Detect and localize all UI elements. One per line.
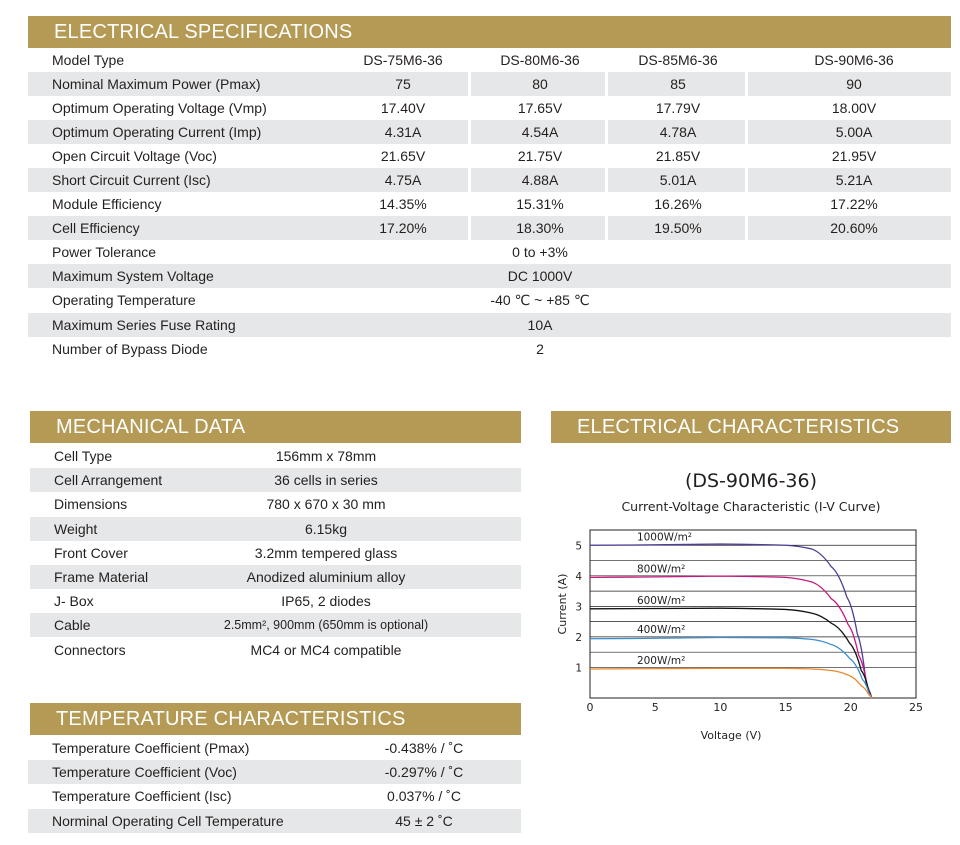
column-divider [605, 120, 608, 144]
spec-value: 20.60% [830, 220, 878, 236]
spec-value: 21.75V [517, 148, 563, 164]
spec-row-label: Maximum System Voltage [52, 268, 214, 284]
spec-common-value: 2 [536, 341, 544, 357]
spec-row-label: Nominal Maximum Power (Pmax) [52, 76, 261, 92]
spec-row [28, 168, 951, 192]
spec-value: 18.00V [831, 100, 877, 116]
spec-row-label: Maximum Series Fuse Rating [52, 317, 236, 333]
spec-row-label: Operating Temperature [52, 292, 196, 308]
temperature-value: 45 ± 2 ˚C [395, 812, 453, 829]
column-divider [468, 168, 471, 192]
temperature-value: 0.037% / ˚C [387, 788, 461, 805]
spec-row [28, 96, 951, 120]
column-divider [605, 168, 608, 192]
spec-row-label: Short Circuit Current (Isc) [52, 172, 211, 188]
spec-value: 18.30% [516, 220, 564, 236]
spec-row [28, 72, 951, 96]
spec-value: 75 [395, 76, 411, 92]
spec-value: 4.31A [384, 124, 422, 140]
spec-common-value: 10A [527, 317, 553, 333]
model-name: DS-90M6-36 [814, 52, 894, 68]
spec-value: 14.35% [379, 196, 427, 212]
spec-row [28, 337, 951, 361]
y-axis-label: Current (A) [556, 573, 569, 635]
curve-label: 400W/m² [636, 623, 686, 636]
spec-header-row [28, 48, 951, 72]
temperature-row [28, 809, 521, 833]
spec-row [28, 288, 951, 312]
mechanical-value: 780 x 670 x 30 mm [266, 496, 386, 513]
curve-label: 600W/m² [636, 594, 686, 607]
spec-value: 17.79V [655, 100, 701, 116]
model-name: DS-80M6-36 [500, 52, 580, 68]
y-tick-label: 5 [575, 540, 582, 553]
spec-row [28, 240, 951, 264]
spec-row-label: Module Efficiency [52, 196, 162, 212]
plot-frame [590, 530, 916, 698]
mechanical-label: Dimensions [54, 496, 128, 513]
mechanical-label: Front Cover [54, 544, 128, 561]
y-tick-label: 4 [575, 570, 582, 583]
spec-value: 90 [846, 76, 862, 92]
spec-value: 21.85V [655, 148, 701, 164]
spec-row-label: Model Type [52, 52, 125, 68]
mechanical-data-banner [30, 411, 521, 443]
spec-value: 4.78A [659, 124, 697, 140]
mechanical-row [30, 613, 521, 637]
temperature-label: Temperature Coefficient (Isc) [52, 788, 232, 805]
mechanical-row [30, 638, 521, 662]
temperature-row [28, 784, 521, 808]
electrical-specifications-title: ELECTRICAL SPECIFICATIONS [54, 21, 353, 43]
mechanical-label: Connectors [54, 641, 126, 658]
chart-subtitle: Current-Voltage Characteristic (I-V Curve) [621, 499, 881, 514]
electrical-characteristics-title: ELECTRICAL CHARACTERISTICS [577, 416, 900, 438]
spec-row-label: Cell Efficiency [52, 220, 140, 236]
mechanical-label: Cable [54, 617, 91, 634]
mechanical-data-title: MECHANICAL DATA [56, 416, 246, 438]
spec-common-value: -40 ℃ ~ +85 ℃ [490, 292, 590, 308]
mechanical-label: Cell Arrangement [54, 472, 163, 489]
spec-value: 15.31% [516, 196, 564, 212]
spec-value: 21.65V [380, 148, 426, 164]
mechanical-value: 156mm x 78mm [275, 448, 377, 464]
mechanical-label: J- Box [54, 593, 94, 610]
spec-value: 5.21A [835, 172, 873, 188]
x-axis-label: Voltage (V) [700, 729, 762, 742]
spec-value: 5.01A [659, 172, 697, 188]
mechanical-value: 3.2mm tempered glass [254, 544, 398, 561]
mechanical-row [30, 492, 521, 516]
mechanical-value: 6.15kg [304, 520, 348, 537]
column-divider [468, 72, 471, 96]
temperature-characteristics-banner [30, 703, 521, 735]
spec-row [28, 144, 951, 168]
temperature-label: Temperature Coefficient (Pmax) [52, 740, 250, 756]
spec-row-label: Power Tolerance [52, 244, 157, 260]
column-divider [605, 216, 608, 240]
spec-value: 17.22% [830, 196, 878, 212]
y-tick-label: 3 [575, 601, 582, 614]
temperature-value: -0.297% / ˚C [384, 764, 464, 781]
spec-row [28, 264, 951, 288]
mechanical-label: Weight [54, 520, 98, 537]
spec-row [28, 313, 951, 337]
column-divider [468, 120, 471, 144]
chart-title: (DS-90M6-36) [684, 470, 818, 492]
spec-row-label: Open Circuit Voltage (Voc) [52, 148, 217, 164]
spec-value: 21.95V [831, 148, 877, 164]
spec-row [28, 192, 951, 216]
temperature-label: Temperature Coefficient (Voc) [52, 764, 237, 781]
mechanical-row [30, 541, 521, 565]
mechanical-row [30, 444, 521, 468]
mechanical-value: 36 cells in series [274, 472, 378, 489]
temperature-label: Norminal Operating Cell Temperature [52, 812, 284, 829]
mechanical-row [30, 468, 521, 492]
column-divider [745, 120, 748, 144]
curve-label: 200W/m² [636, 654, 686, 667]
spec-common-value: 0 to +3% [512, 244, 568, 260]
iv-curve-chart [540, 455, 950, 755]
x-tick-label: 10 [713, 701, 728, 714]
mechanical-value: 2.5mm², 900mm (650mm is optional) [223, 618, 429, 633]
spec-value: 16.26% [654, 196, 702, 212]
spec-value: 19.50% [654, 220, 702, 236]
temperature-row [28, 736, 521, 760]
y-tick-label: 2 [575, 631, 582, 644]
spec-value: 5.00A [835, 124, 873, 140]
mechanical-value: IP65, 2 diodes [281, 593, 371, 610]
x-tick-label: 25 [909, 701, 923, 714]
spec-row-label: Number of Bypass Diode [52, 341, 208, 357]
x-tick-label: 5 [651, 701, 659, 714]
spec-value: 17.20% [379, 220, 427, 236]
column-divider [468, 216, 471, 240]
mechanical-row [30, 565, 521, 589]
temperature-value: -0.438% / ˚C [384, 740, 464, 756]
x-tick-label: 20 [843, 701, 858, 714]
column-divider [745, 216, 748, 240]
mechanical-label: Cell Type [54, 448, 113, 464]
mechanical-value: MC4 or MC4 compatible [250, 641, 402, 658]
spec-value: 4.75A [384, 172, 422, 188]
spec-value: 17.65V [517, 100, 563, 116]
column-divider [605, 72, 608, 96]
iv-curve-5 [590, 668, 872, 698]
curve-label: 1000W/m² [636, 531, 693, 544]
x-tick-label: 15 [778, 701, 793, 714]
electrical-characteristics-banner [551, 411, 951, 443]
spec-value: 17.40V [380, 100, 426, 116]
spec-row [28, 216, 951, 240]
mechanical-value: Anodized aluminium alloy [246, 569, 406, 585]
spec-value: 85 [670, 76, 686, 92]
y-tick-label: 1 [575, 662, 582, 675]
temperature-row [28, 760, 521, 784]
electrical-specifications-banner [28, 16, 951, 48]
spec-value: 80 [532, 76, 548, 92]
mechanical-row [30, 517, 521, 541]
mechanical-row [30, 589, 521, 613]
spec-value: 4.54A [521, 124, 559, 140]
x-tick-label: 0 [586, 701, 594, 714]
model-name: DS-85M6-36 [638, 52, 718, 68]
column-divider [745, 72, 748, 96]
mechanical-label: Frame Material [54, 569, 149, 585]
model-name: DS-75M6-36 [363, 52, 443, 68]
curve-label: 800W/m² [636, 563, 686, 576]
spec-row-label: Optimum Operating Current (Imp) [52, 124, 262, 140]
spec-common-value: DC 1000V [507, 268, 573, 284]
spec-row [28, 120, 951, 144]
spec-row-label: Optimum Operating Voltage (Vmp) [52, 100, 267, 116]
temperature-characteristics-title: TEMPERATURE CHARACTERISTICS [56, 708, 406, 730]
column-divider [745, 168, 748, 192]
spec-value: 4.88A [521, 172, 559, 188]
